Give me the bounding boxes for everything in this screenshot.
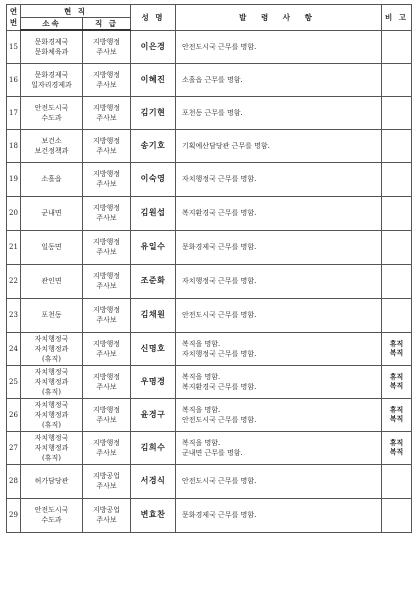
table-row bbox=[7, 498, 412, 532]
grade-cell bbox=[83, 63, 131, 96]
note-cell bbox=[382, 230, 412, 264]
order-cell bbox=[176, 162, 382, 196]
department-cell bbox=[21, 196, 83, 230]
department-line: 안전도시국 bbox=[34, 506, 69, 514]
order-cell bbox=[176, 96, 382, 129]
table-row bbox=[7, 96, 412, 129]
grade-cell bbox=[83, 30, 131, 63]
department-cell bbox=[21, 162, 83, 196]
department-cell bbox=[21, 365, 83, 398]
personnel-order-page bbox=[6, 4, 411, 533]
grade-line: 주사보 bbox=[96, 448, 117, 457]
row-number: 28 bbox=[7, 464, 21, 498]
header-name: 성 명 bbox=[131, 5, 176, 31]
order-line: 복직을 명함. bbox=[182, 405, 221, 414]
grade-line: 지방행정 bbox=[92, 170, 121, 178]
department-cell bbox=[21, 298, 83, 332]
department-cell bbox=[21, 30, 83, 63]
order-line: 포천동 근무를 명함. bbox=[182, 108, 243, 117]
department-cell bbox=[21, 63, 83, 96]
table-row bbox=[7, 129, 412, 162]
row-number: 16 bbox=[7, 63, 21, 96]
department-line: 자치행정과 bbox=[34, 443, 69, 452]
note-cell bbox=[382, 96, 412, 129]
grade-cell bbox=[83, 129, 131, 162]
order-line: 기획예산담당관 근무를 명함. bbox=[182, 141, 270, 150]
personnel-order-table bbox=[6, 4, 412, 533]
person-name: 이혜진 bbox=[131, 63, 176, 96]
department-line: 일자리경제과 bbox=[31, 80, 72, 89]
order-line: 소흘읍 근무를 명함. bbox=[182, 75, 243, 84]
grade-line: 주사보 bbox=[96, 482, 117, 490]
order-cell bbox=[176, 30, 382, 63]
order-line: 자치행정국 근무를 명함. bbox=[182, 175, 257, 183]
note-line: 복직 bbox=[389, 348, 404, 357]
row-number: 18 bbox=[7, 129, 21, 162]
row-number: 20 bbox=[7, 196, 21, 230]
person-name: 유일수 bbox=[131, 230, 176, 264]
department-cell bbox=[21, 398, 83, 431]
note-cell bbox=[382, 498, 412, 532]
order-cell bbox=[176, 63, 382, 96]
note-cell bbox=[382, 398, 412, 431]
order-cell bbox=[176, 264, 382, 298]
person-name: 김기현 bbox=[131, 96, 176, 129]
department-line: (휴직) bbox=[42, 453, 61, 462]
department-line: 문화체육과 bbox=[34, 47, 69, 56]
table-row bbox=[7, 332, 412, 365]
table-body bbox=[7, 30, 412, 532]
grade-line: 지방행정 bbox=[92, 238, 121, 246]
order-cell bbox=[176, 498, 382, 532]
note-line: 복직 bbox=[389, 381, 404, 390]
row-number: 23 bbox=[7, 298, 21, 332]
person-name: 이은경 bbox=[131, 30, 176, 63]
department-line: 소흘읍 bbox=[41, 175, 62, 183]
order-line: 복직을 명함. bbox=[182, 339, 221, 348]
department-cell bbox=[21, 264, 83, 298]
grade-line: 지방행정 bbox=[92, 70, 121, 79]
person-name: 김채원 bbox=[131, 298, 176, 332]
department-cell bbox=[21, 332, 83, 365]
grade-cell bbox=[83, 162, 131, 196]
note-line: 휴직 bbox=[389, 339, 404, 348]
row-number: 29 bbox=[7, 498, 21, 532]
order-line: 군내면 근무를 명함. bbox=[182, 448, 243, 457]
department-cell bbox=[21, 230, 83, 264]
order-cell bbox=[176, 230, 382, 264]
row-number: 17 bbox=[7, 96, 21, 129]
note-cell bbox=[382, 298, 412, 332]
department-line: 자치행정국 bbox=[34, 334, 69, 343]
department-cell bbox=[21, 498, 83, 532]
grade-cell bbox=[83, 464, 131, 498]
order-line: 안전도시국 근무를 명함. bbox=[182, 477, 257, 485]
row-number: 22 bbox=[7, 264, 21, 298]
person-name: 서경식 bbox=[131, 464, 176, 498]
person-name: 신명호 bbox=[131, 332, 176, 365]
grade-line: 주사보 bbox=[96, 214, 117, 222]
person-name: 우명경 bbox=[131, 365, 176, 398]
grade-line: 지방행정 bbox=[92, 136, 121, 145]
header-grade: 직 급 bbox=[83, 18, 131, 31]
note-cell bbox=[382, 431, 412, 464]
table-row bbox=[7, 196, 412, 230]
header-dept: 소속 bbox=[21, 18, 83, 31]
row-number: 27 bbox=[7, 431, 21, 464]
grade-cell bbox=[83, 230, 131, 264]
table-row bbox=[7, 230, 412, 264]
department-cell bbox=[21, 96, 83, 129]
note-line: 휴직 bbox=[389, 372, 404, 381]
department-line: 수도과 bbox=[41, 516, 62, 524]
table-row bbox=[7, 264, 412, 298]
header-note: 비 고 bbox=[382, 5, 412, 31]
grade-cell bbox=[83, 365, 131, 398]
grade-line: 지방공업 bbox=[92, 472, 121, 480]
grade-line: 주사보 bbox=[96, 282, 117, 290]
table-row bbox=[7, 162, 412, 196]
order-line: 복지환경국 근무를 명함. bbox=[182, 382, 257, 391]
department-line: 자치행정국 bbox=[34, 367, 69, 376]
department-line: 문화경제국 bbox=[34, 70, 69, 79]
department-line: 수도과 bbox=[41, 113, 62, 122]
table-row bbox=[7, 365, 412, 398]
row-number: 26 bbox=[7, 398, 21, 431]
grade-line: 주사보 bbox=[96, 180, 117, 188]
department-line: 안전도시국 bbox=[34, 103, 69, 112]
order-cell bbox=[176, 398, 382, 431]
department-line: 자치행정국 bbox=[34, 400, 69, 409]
header-no bbox=[7, 5, 21, 31]
row-number: 21 bbox=[7, 230, 21, 264]
note-line: 복직 bbox=[389, 414, 404, 423]
grade-line: 지방행정 bbox=[92, 103, 121, 112]
note-cell bbox=[382, 365, 412, 398]
grade-line: 지방행정 bbox=[92, 372, 121, 381]
order-line: 문화경제국 근무를 명함. bbox=[182, 511, 257, 519]
grade-line: 주사보 bbox=[96, 316, 117, 324]
person-name: 송기호 bbox=[131, 129, 176, 162]
order-cell bbox=[176, 431, 382, 464]
note-cell bbox=[382, 332, 412, 365]
department-line: 허가담당관 bbox=[34, 477, 69, 485]
grade-line: 지방행정 bbox=[92, 37, 121, 46]
department-line: (휴직) bbox=[42, 354, 61, 363]
table-row bbox=[7, 398, 412, 431]
order-line: 복직을 명함. bbox=[182, 372, 221, 381]
row-number: 24 bbox=[7, 332, 21, 365]
person-name: 윤경구 bbox=[131, 398, 176, 431]
grade-cell bbox=[83, 264, 131, 298]
note-line: 휴직 bbox=[389, 438, 404, 447]
row-number: 15 bbox=[7, 30, 21, 63]
department-line: 관인면 bbox=[41, 277, 62, 285]
note-cell bbox=[382, 196, 412, 230]
order-cell bbox=[176, 365, 382, 398]
grade-line: 지방행정 bbox=[92, 438, 121, 447]
department-line: 보건소 bbox=[41, 136, 62, 145]
grade-cell bbox=[83, 332, 131, 365]
grade-cell bbox=[83, 398, 131, 431]
person-name: 변효찬 bbox=[131, 498, 176, 532]
department-line: 자치행정국 bbox=[34, 433, 69, 442]
department-line: (휴직) bbox=[42, 387, 61, 396]
grade-line: 주사보 bbox=[96, 382, 117, 391]
note-cell bbox=[382, 264, 412, 298]
table-row bbox=[7, 298, 412, 332]
table-row bbox=[7, 30, 412, 63]
order-cell bbox=[176, 298, 382, 332]
grade-line: 주사보 bbox=[96, 516, 117, 524]
order-cell bbox=[176, 129, 382, 162]
person-name: 김원섭 bbox=[131, 196, 176, 230]
department-line: 자치행정과 bbox=[34, 410, 69, 419]
note-cell bbox=[382, 464, 412, 498]
order-line: 안전도시국 근무를 명함. bbox=[182, 415, 257, 424]
department-line: 군내면 bbox=[41, 209, 62, 217]
note-line: 복직 bbox=[389, 447, 404, 456]
grade-line: 지방행정 bbox=[92, 306, 121, 314]
order-line: 자치행정국 근무를 명함. bbox=[182, 277, 257, 285]
department-line: 포천동 bbox=[41, 311, 62, 319]
order-line: 안전도시국 근무를 명함. bbox=[182, 42, 257, 51]
order-line: 문화경제국 근무를 명함. bbox=[182, 243, 257, 251]
department-line: (휴직) bbox=[42, 420, 61, 429]
grade-line: 주사보 bbox=[96, 47, 117, 56]
note-cell bbox=[382, 162, 412, 196]
note-cell bbox=[382, 129, 412, 162]
department-line: 자치행정과 bbox=[34, 344, 69, 353]
grade-cell bbox=[83, 431, 131, 464]
order-cell bbox=[176, 196, 382, 230]
department-cell bbox=[21, 129, 83, 162]
person-name: 이숙영 bbox=[131, 162, 176, 196]
grade-cell bbox=[83, 96, 131, 129]
grade-cell bbox=[83, 498, 131, 532]
order-line: 복지환경국 근무를 명함. bbox=[182, 209, 257, 217]
grade-line: 지방행정 bbox=[92, 204, 121, 212]
grade-line: 주사보 bbox=[96, 113, 117, 122]
note-cell bbox=[382, 30, 412, 63]
grade-line: 지방행정 bbox=[92, 405, 121, 414]
header-order: 발 령 사 항 bbox=[176, 5, 382, 31]
header-no-text: 연번 bbox=[9, 7, 18, 28]
table-row bbox=[7, 464, 412, 498]
grade-cell bbox=[83, 196, 131, 230]
order-line: 자치행정국 근무를 명함. bbox=[182, 349, 257, 358]
grade-line: 주사보 bbox=[96, 80, 117, 89]
note-cell bbox=[382, 63, 412, 96]
order-cell bbox=[176, 332, 382, 365]
table-row bbox=[7, 63, 412, 96]
grade-line: 주사보 bbox=[96, 349, 117, 358]
grade-line: 지방공업 bbox=[92, 506, 121, 514]
department-line: 일동면 bbox=[41, 243, 62, 251]
grade-line: 지방행정 bbox=[92, 339, 121, 348]
order-line: 안전도시국 근무를 명함. bbox=[182, 311, 257, 319]
person-name: 조준화 bbox=[131, 264, 176, 298]
department-line: 문화경제국 bbox=[34, 37, 69, 46]
grade-line: 지방행정 bbox=[92, 272, 121, 280]
row-number: 25 bbox=[7, 365, 21, 398]
order-line: 복직을 명함. bbox=[182, 438, 221, 447]
row-number: 19 bbox=[7, 162, 21, 196]
header-current: 현 직 bbox=[21, 5, 131, 18]
department-cell bbox=[21, 464, 83, 498]
department-line: 자치행정과 bbox=[34, 377, 69, 386]
note-line: 휴직 bbox=[389, 405, 404, 414]
grade-cell bbox=[83, 298, 131, 332]
department-cell bbox=[21, 431, 83, 464]
grade-line: 주사보 bbox=[96, 146, 117, 155]
department-line: 보건정책과 bbox=[34, 146, 69, 155]
order-cell bbox=[176, 464, 382, 498]
person-name: 김희수 bbox=[131, 431, 176, 464]
grade-line: 주사보 bbox=[96, 248, 117, 256]
table-row bbox=[7, 431, 412, 464]
grade-line: 주사보 bbox=[96, 415, 117, 424]
